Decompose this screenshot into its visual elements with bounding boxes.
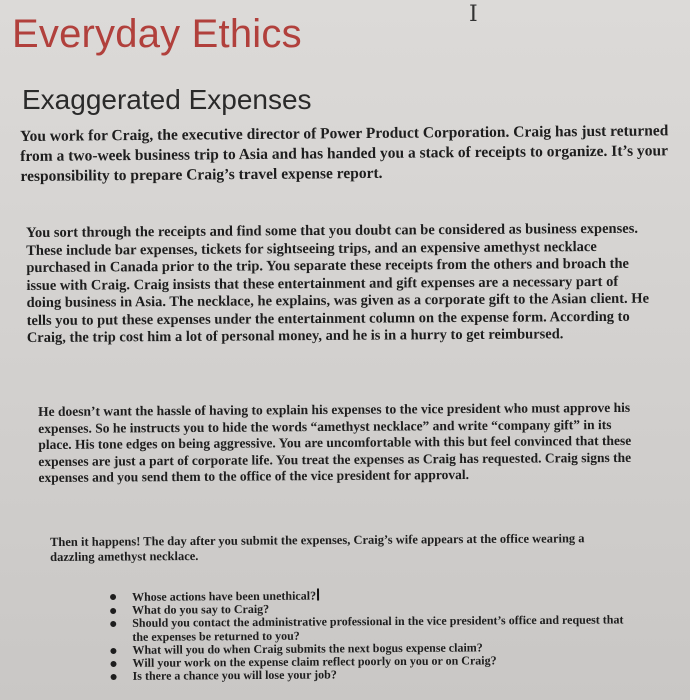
text-caret-icon: [317, 589, 319, 601]
question-text: Should you contact the administrative professional in the vice president’s office and request that the expenses be returned to you?: [132, 612, 624, 644]
bullet-icon: [110, 621, 116, 627]
paragraph-receipts[interactable]: You sort through the receipts and find some that you doubt can be considered as business expenses. These include bar expenses, tickets for sightseeing trips, and an expensive amethyst necklace purchased in Canada prior to the trip. You separate these receipts from the others and broach the issue with Craig. Craig insists that these entertainment and gift expenses are a necessary part of doing business in Asia. The necklace, he explains, was given as a corporate gift to the Asian client. He tells you to put these expenses under the entertainment column on the expense form. According to Craig, the trip cost him a lot of personal money, and he is in a hurry to get reimbursed.: [26, 220, 650, 346]
bullet-icon: [110, 661, 116, 667]
list-item[interactable]: [111, 667, 636, 684]
bullet-icon: [111, 674, 117, 680]
paragraph-twist[interactable]: Then it happens! The day after you submit the expenses, Craig’s wife appears at the office wearing a dazzling amethyst necklace.: [50, 531, 585, 564]
question-text: What do you say to Craig?: [132, 602, 270, 618]
question-text: What will you do when Craig submits the next bogus expense claim?: [132, 640, 483, 657]
text-cursor-icon: I: [469, 2, 478, 27]
question-text: Will your work on the expense claim reflect poorly on you or on Craig?: [132, 653, 497, 670]
list-item[interactable]: [110, 614, 635, 644]
bullet-icon: [110, 608, 116, 614]
section-title: Exaggerated Expenses: [22, 84, 312, 115]
page-title: Everyday Ethics: [12, 12, 302, 56]
question-list: [110, 586, 636, 683]
paragraph-intro[interactable]: You work for Craig, the executive director of Power Product Corporation. Craig has just returned from a two-week business trip to Asia and has handed you a stack of receipts to organize. It’s your responsibility to prepare Craig’s travel expense report.: [20, 122, 669, 185]
bullet-icon: [110, 648, 116, 654]
question-text: Whose actions have been unethical?: [131, 588, 317, 604]
paragraph-instructions[interactable]: He doesn’t want the hassle of having to explain his expenses to the vice president who must approve his expenses. So he instructs you to hide the words “amethyst necklace” and write “company gift” in its place. His tone edges on being aggressive. You are uncomfortable with this but feel convinced that these expenses are just a part of corporate life. You treat the expenses as Craig has requested. Craig signs the expenses and you send them to the office of the vice president for approval.: [38, 399, 632, 485]
question-text: Is there a chance you will lose your job?: [132, 667, 337, 684]
bullet-icon: [110, 594, 116, 600]
